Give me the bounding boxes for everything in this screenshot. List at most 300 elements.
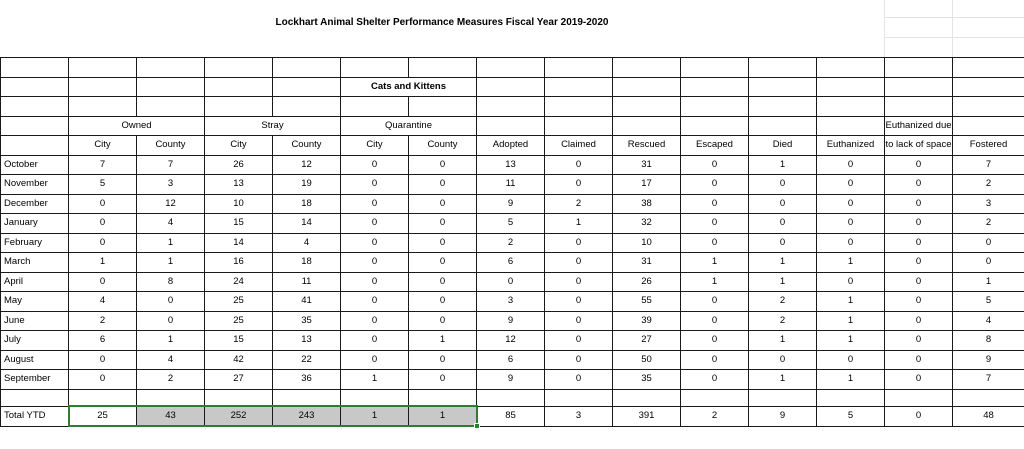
data-cell[interactable]: 4 [953, 311, 1024, 331]
data-cell[interactable]: 0 [817, 233, 885, 253]
cell[interactable] [749, 58, 817, 78]
data-cell[interactable]: 0 [545, 253, 613, 273]
cell[interactable] [1, 77, 69, 97]
cell[interactable] [409, 58, 477, 78]
sheet-title: Lockhart Animal Shelter Performance Measures Fiscal Year 2019-2020 [275, 17, 609, 28]
month-label[interactable]: October [1, 155, 69, 175]
cell[interactable] [273, 77, 341, 97]
total-cell[interactable]: 2 [681, 406, 749, 426]
data-cell[interactable]: 0 [885, 331, 953, 351]
month-label[interactable]: July [1, 331, 69, 351]
column-header[interactable]: County [273, 136, 341, 156]
data-cell[interactable]: 6 [477, 253, 545, 273]
cell[interactable] [545, 389, 613, 406]
data-cell[interactable]: 5 [69, 175, 137, 195]
data-cell[interactable]: 24 [205, 272, 273, 292]
data-cell[interactable]: 35 [273, 311, 341, 331]
total-cell[interactable]: 5 [817, 406, 885, 426]
cell[interactable] [681, 389, 749, 406]
month-label[interactable]: June [1, 311, 69, 331]
data-cell[interactable]: 0 [341, 233, 409, 253]
column-header[interactable]: County [137, 136, 205, 156]
data-cell[interactable]: 9 [477, 370, 545, 390]
data-cell[interactable]: 0 [817, 175, 885, 195]
data-cell[interactable]: 26 [613, 272, 681, 292]
cell[interactable] [137, 389, 205, 406]
cell[interactable] [1, 389, 69, 406]
data-cell[interactable]: 0 [681, 175, 749, 195]
column-header-row [1, 136, 1024, 156]
cell[interactable] [477, 389, 545, 406]
cell[interactable] [953, 116, 1024, 136]
data-cell[interactable]: 7 [69, 155, 137, 175]
data-cell[interactable]: 0 [69, 194, 137, 214]
data-cell[interactable]: 0 [545, 233, 613, 253]
data-cell[interactable]: 0 [545, 155, 613, 175]
cell[interactable] [341, 58, 409, 78]
data-cell[interactable]: 0 [341, 175, 409, 195]
data-cell[interactable]: 2 [749, 292, 817, 312]
data-cell[interactable]: 25 [205, 292, 273, 312]
group-header-stray[interactable]: Stray [205, 116, 341, 136]
data-cell[interactable]: 36 [273, 370, 341, 390]
data-cell[interactable]: 41 [273, 292, 341, 312]
cell[interactable] [205, 77, 273, 97]
data-cell[interactable]: 0 [545, 331, 613, 351]
data-cell[interactable]: 1 [749, 253, 817, 273]
data-cell[interactable]: 0 [817, 214, 885, 234]
total-cell[interactable]: 3 [545, 406, 613, 426]
cell[interactable] [409, 389, 477, 406]
data-cell[interactable]: 4 [137, 350, 205, 370]
cell[interactable] [817, 389, 885, 406]
data-cell[interactable]: 31 [613, 253, 681, 273]
data-cell[interactable]: 32 [613, 214, 681, 234]
column-header[interactable]: Adopted [477, 136, 545, 156]
data-cell[interactable]: 0 [341, 214, 409, 234]
month-label[interactable]: December [1, 194, 69, 214]
cell[interactable] [341, 97, 409, 117]
data-cell[interactable]: 0 [885, 370, 953, 390]
data-cell[interactable]: 0 [341, 311, 409, 331]
data-cell[interactable]: 0 [545, 311, 613, 331]
cell[interactable] [1, 136, 69, 156]
data-cell[interactable]: 15 [205, 331, 273, 351]
cell[interactable] [885, 389, 953, 406]
cell[interactable] [613, 389, 681, 406]
data-cell[interactable]: 2 [545, 194, 613, 214]
data-cell[interactable]: 1 [137, 253, 205, 273]
month-label[interactable]: April [1, 272, 69, 292]
data-cell[interactable]: 0 [681, 311, 749, 331]
data-cell[interactable]: 9 [953, 350, 1024, 370]
data-cell[interactable]: 8 [137, 272, 205, 292]
total-cell[interactable]: 1 [409, 406, 477, 426]
data-cell[interactable]: 1 [681, 272, 749, 292]
data-cell[interactable]: 0 [341, 292, 409, 312]
total-cell[interactable]: 391 [613, 406, 681, 426]
data-cell[interactable]: 0 [681, 370, 749, 390]
data-cell[interactable]: 13 [273, 331, 341, 351]
cell[interactable] [613, 77, 681, 97]
data-cell[interactable]: 1 [681, 253, 749, 273]
data-cell[interactable]: 0 [681, 331, 749, 351]
cell[interactable] [749, 389, 817, 406]
cell[interactable] [477, 58, 545, 78]
data-cell[interactable]: 0 [409, 272, 477, 292]
cell[interactable] [273, 97, 341, 117]
data-cell[interactable]: 0 [545, 175, 613, 195]
cell[interactable] [885, 97, 953, 117]
data-cell[interactable]: 2 [137, 370, 205, 390]
table-row [1, 155, 1024, 175]
month-label[interactable]: November [1, 175, 69, 195]
data-cell[interactable]: 1 [817, 370, 885, 390]
data-cell[interactable]: 0 [545, 370, 613, 390]
column-header[interactable]: Fostered [953, 136, 1024, 156]
data-cell[interactable]: 0 [817, 272, 885, 292]
cell[interactable] [477, 77, 545, 97]
data-cell[interactable]: 0 [409, 370, 477, 390]
cell[interactable] [545, 97, 613, 117]
cell[interactable] [885, 77, 953, 97]
group-header-row [1, 116, 1024, 136]
data-cell[interactable]: 27 [613, 331, 681, 351]
cell[interactable] [953, 58, 1024, 78]
cell[interactable] [681, 116, 749, 136]
cell[interactable] [613, 116, 681, 136]
month-label[interactable]: January [1, 214, 69, 234]
section-row [1, 77, 1024, 97]
month-label[interactable]: August [1, 350, 69, 370]
data-cell[interactable]: 0 [817, 350, 885, 370]
table-row [1, 214, 1024, 234]
data-cell[interactable]: 7 [137, 155, 205, 175]
blank-row [1, 97, 1024, 117]
data-cell[interactable]: 0 [885, 272, 953, 292]
cell[interactable] [613, 97, 681, 117]
data-cell[interactable]: 18 [273, 253, 341, 273]
data-cell[interactable]: 0 [409, 214, 477, 234]
cell[interactable] [341, 389, 409, 406]
cell[interactable] [205, 97, 273, 117]
data-cell[interactable]: 2 [749, 311, 817, 331]
data-cell[interactable]: 3 [137, 175, 205, 195]
data-cell[interactable]: 0 [477, 272, 545, 292]
data-cell[interactable]: 0 [749, 233, 817, 253]
data-cell[interactable]: 55 [613, 292, 681, 312]
data-cell[interactable]: 1 [749, 155, 817, 175]
data-cell[interactable]: 0 [409, 253, 477, 273]
cell[interactable] [749, 97, 817, 117]
data-cell[interactable]: 27 [205, 370, 273, 390]
cell[interactable] [1, 58, 69, 78]
cell[interactable] [69, 77, 137, 97]
data-cell[interactable]: 0 [681, 214, 749, 234]
cell[interactable] [749, 77, 817, 97]
data-cell[interactable]: 0 [885, 253, 953, 273]
total-cell[interactable]: 1 [341, 406, 409, 426]
data-cell[interactable]: 0 [341, 194, 409, 214]
data-cell[interactable]: 0 [341, 272, 409, 292]
cell[interactable] [69, 389, 137, 406]
data-cell[interactable]: 5 [953, 292, 1024, 312]
data-cell[interactable]: 1 [817, 311, 885, 331]
data-cell[interactable]: 39 [613, 311, 681, 331]
data-cell[interactable]: 1 [545, 214, 613, 234]
grid-line [884, 37, 1024, 38]
data-cell[interactable]: 1 [749, 370, 817, 390]
cell[interactable] [885, 58, 953, 78]
data-cell[interactable]: 0 [409, 311, 477, 331]
data-cell[interactable]: 2 [953, 214, 1024, 234]
data-cell[interactable]: 0 [409, 194, 477, 214]
data-cell[interactable]: 13 [477, 155, 545, 175]
data-cell[interactable]: 10 [613, 233, 681, 253]
cell[interactable] [817, 97, 885, 117]
data-cell[interactable]: 14 [205, 233, 273, 253]
column-header[interactable]: County [409, 136, 477, 156]
cell[interactable] [817, 116, 885, 136]
cell[interactable] [817, 58, 885, 78]
table-row [1, 292, 1024, 312]
data-cell[interactable]: 0 [137, 292, 205, 312]
total-cell[interactable]: 85 [477, 406, 545, 426]
group-header-euthanized-due[interactable]: Euthanized due [885, 116, 953, 136]
data-cell[interactable]: 4 [69, 292, 137, 312]
fill-handle[interactable] [474, 423, 480, 429]
data-cell[interactable]: 3 [953, 194, 1024, 214]
data-cell[interactable]: 1 [341, 370, 409, 390]
data-cell[interactable]: 0 [885, 214, 953, 234]
cell[interactable] [545, 116, 613, 136]
column-header[interactable]: Escaped [681, 136, 749, 156]
cell[interactable] [817, 77, 885, 97]
total-cell[interactable]: 48 [953, 406, 1024, 426]
data-cell[interactable]: 4 [273, 233, 341, 253]
column-header[interactable]: Died [749, 136, 817, 156]
cell[interactable] [953, 389, 1024, 406]
data-cell[interactable]: 0 [749, 214, 817, 234]
data-cell[interactable]: 12 [137, 194, 205, 214]
cell[interactable] [273, 389, 341, 406]
month-label[interactable]: May [1, 292, 69, 312]
data-cell[interactable]: 1 [749, 331, 817, 351]
grid-line [952, 0, 953, 57]
cell[interactable] [205, 58, 273, 78]
cell[interactable] [69, 97, 137, 117]
data-cell[interactable]: 9 [477, 311, 545, 331]
column-header[interactable]: Euthanized [817, 136, 885, 156]
cell[interactable] [477, 116, 545, 136]
data-cell[interactable]: 0 [885, 350, 953, 370]
data-cell[interactable]: 1 [817, 331, 885, 351]
data-cell[interactable]: 1 [749, 272, 817, 292]
data-cell[interactable]: 0 [953, 253, 1024, 273]
data-cell[interactable]: 42 [205, 350, 273, 370]
data-cell[interactable]: 1 [69, 253, 137, 273]
blank-row [1, 58, 1024, 78]
data-cell[interactable]: 15 [205, 214, 273, 234]
data-cell[interactable]: 0 [137, 311, 205, 331]
data-cell[interactable]: 38 [613, 194, 681, 214]
data-cell[interactable]: 35 [613, 370, 681, 390]
data-cell[interactable]: 0 [817, 155, 885, 175]
cell[interactable] [953, 77, 1024, 97]
data-cell[interactable]: 8 [953, 331, 1024, 351]
data-cell[interactable]: 0 [69, 233, 137, 253]
data-cell[interactable]: 11 [273, 272, 341, 292]
cell[interactable] [749, 116, 817, 136]
total-cell[interactable]: 0 [885, 406, 953, 426]
data-cell[interactable]: 0 [681, 233, 749, 253]
data-cell[interactable]: 3 [477, 292, 545, 312]
month-label[interactable]: March [1, 253, 69, 273]
data-cell[interactable]: 0 [749, 175, 817, 195]
data-cell[interactable]: 1 [137, 331, 205, 351]
data-cell[interactable]: 26 [205, 155, 273, 175]
group-header-quarantine[interactable]: Quarantine [341, 116, 477, 136]
data-cell[interactable]: 0 [409, 155, 477, 175]
data-cell[interactable]: 0 [681, 292, 749, 312]
data-cell[interactable]: 5 [477, 214, 545, 234]
cell[interactable] [137, 97, 205, 117]
data-cell[interactable]: 6 [477, 350, 545, 370]
data-cell[interactable]: 2 [477, 233, 545, 253]
data-cell[interactable]: 0 [749, 350, 817, 370]
column-header[interactable]: to lack of space [885, 136, 953, 156]
column-header[interactable]: Claimed [545, 136, 613, 156]
month-label[interactable]: September [1, 370, 69, 390]
data-cell[interactable]: 0 [545, 272, 613, 292]
data-cell[interactable]: 0 [341, 331, 409, 351]
data-cell[interactable]: 50 [613, 350, 681, 370]
table-row [1, 194, 1024, 214]
data-cell[interactable]: 12 [477, 331, 545, 351]
column-header[interactable]: Rescued [613, 136, 681, 156]
data-cell[interactable]: 0 [409, 292, 477, 312]
column-header[interactable]: City [69, 136, 137, 156]
data-cell[interactable]: 0 [885, 155, 953, 175]
table-row [1, 331, 1024, 351]
data-cell[interactable]: 25 [205, 311, 273, 331]
data-cell[interactable]: 1 [817, 292, 885, 312]
data-cell[interactable]: 0 [681, 194, 749, 214]
total-cell[interactable]: 252 [205, 406, 273, 426]
data-cell[interactable]: 0 [681, 155, 749, 175]
data-cell[interactable]: 0 [545, 292, 613, 312]
cell[interactable] [273, 58, 341, 78]
total-cell[interactable]: 243 [273, 406, 341, 426]
data-cell[interactable]: 11 [477, 175, 545, 195]
cell[interactable] [205, 389, 273, 406]
cell[interactable] [613, 58, 681, 78]
cell[interactable] [137, 77, 205, 97]
data-cell[interactable]: 1 [409, 331, 477, 351]
cell[interactable] [545, 77, 613, 97]
table-row [1, 272, 1024, 292]
data-cell[interactable]: 31 [613, 155, 681, 175]
cell[interactable] [681, 58, 749, 78]
data-cell[interactable]: 1 [137, 233, 205, 253]
table-row [1, 253, 1024, 273]
table-row [1, 233, 1024, 253]
cell[interactable] [1, 97, 69, 117]
group-header-owned[interactable]: Owned [69, 116, 205, 136]
total-label[interactable]: Total YTD [1, 406, 69, 426]
data-cell[interactable]: 18 [273, 194, 341, 214]
total-cell[interactable]: 25 [69, 406, 137, 426]
data-cell[interactable]: 17 [613, 175, 681, 195]
cell[interactable] [953, 97, 1024, 117]
data-cell[interactable]: 0 [341, 350, 409, 370]
data-cell[interactable]: 0 [885, 311, 953, 331]
data-cell[interactable]: 0 [885, 175, 953, 195]
total-cell[interactable]: 9 [749, 406, 817, 426]
data-cell[interactable]: 0 [681, 350, 749, 370]
month-label[interactable]: February [1, 233, 69, 253]
data-cell[interactable]: 0 [69, 370, 137, 390]
data-cell[interactable]: 6 [69, 331, 137, 351]
column-header[interactable]: City [205, 136, 273, 156]
cell[interactable] [137, 58, 205, 78]
data-cell[interactable]: 9 [477, 194, 545, 214]
data-cell[interactable]: 0 [885, 194, 953, 214]
data-cell[interactable]: 12 [273, 155, 341, 175]
data-cell[interactable]: 0 [69, 272, 137, 292]
spreadsheet-grid [0, 57, 1024, 427]
cell[interactable] [69, 58, 137, 78]
table-row [1, 175, 1024, 195]
data-cell[interactable]: 22 [273, 350, 341, 370]
data-cell[interactable]: 14 [273, 214, 341, 234]
column-header[interactable]: City [341, 136, 409, 156]
data-cell[interactable]: 0 [953, 233, 1024, 253]
cell[interactable] [681, 77, 749, 97]
data-cell[interactable]: 2 [69, 311, 137, 331]
data-cell[interactable]: 7 [953, 155, 1024, 175]
data-cell[interactable]: 0 [409, 233, 477, 253]
data-cell[interactable]: 7 [953, 370, 1024, 390]
data-cell[interactable]: 1 [953, 272, 1024, 292]
data-cell[interactable]: 0 [409, 350, 477, 370]
data-cell[interactable]: 0 [749, 194, 817, 214]
cell[interactable] [545, 58, 613, 78]
data-cell[interactable]: 13 [205, 175, 273, 195]
data-cell[interactable]: 1 [817, 253, 885, 273]
data-cell[interactable]: 10 [205, 194, 273, 214]
cell[interactable] [681, 97, 749, 117]
data-cell[interactable]: 0 [341, 155, 409, 175]
data-cell[interactable]: 0 [69, 350, 137, 370]
section-label[interactable]: Cats and Kittens [341, 77, 477, 97]
cell[interactable] [477, 97, 545, 117]
total-cell[interactable]: 43 [137, 406, 205, 426]
data-cell[interactable]: 0 [885, 233, 953, 253]
cell[interactable] [409, 97, 477, 117]
data-cell[interactable]: 19 [273, 175, 341, 195]
data-cell[interactable]: 0 [885, 292, 953, 312]
cell[interactable] [1, 116, 69, 136]
data-cell[interactable]: 2 [953, 175, 1024, 195]
data-cell[interactable]: 0 [341, 253, 409, 273]
data-cell[interactable]: 0 [409, 175, 477, 195]
data-cell[interactable]: 4 [137, 214, 205, 234]
data-cell[interactable]: 0 [817, 194, 885, 214]
data-cell[interactable]: 16 [205, 253, 273, 273]
data-cell[interactable]: 0 [545, 350, 613, 370]
data-cell[interactable]: 0 [69, 214, 137, 234]
